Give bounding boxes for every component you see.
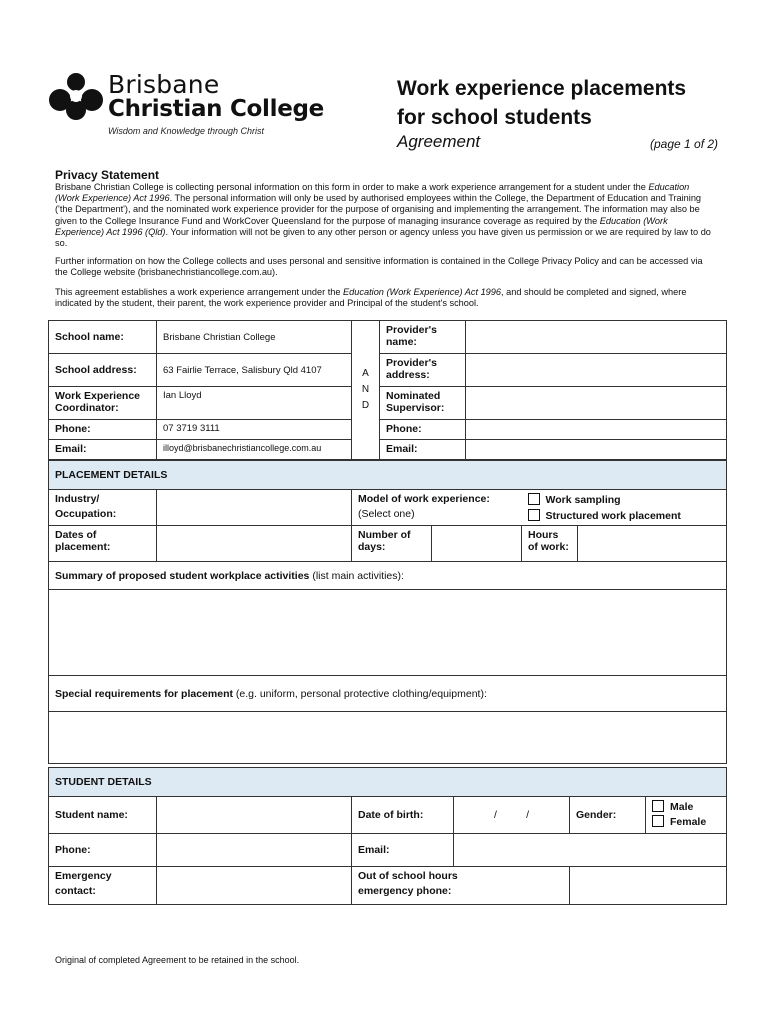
and-letter: N <box>361 384 370 395</box>
dob-field[interactable]: / / <box>454 797 570 834</box>
special-requirements-field[interactable] <box>49 712 727 764</box>
provider-address-field[interactable] <box>466 354 727 387</box>
model-label-cell <box>352 490 522 526</box>
work-sampling-checkbox[interactable] <box>528 493 540 505</box>
act-citation: Education (Work Experience) Act 1996 <box>343 287 502 297</box>
model-label: Model of work experience: <box>358 493 490 505</box>
school-provider-table <box>48 320 727 460</box>
summary-label-bold: Summary of proposed student workplace activities <box>55 569 310 582</box>
model-hint: (Select one) <box>358 508 415 520</box>
logo-name-line1: Brisbane <box>108 70 220 99</box>
industry-field[interactable] <box>157 490 352 526</box>
dates-label: Dates of placement: <box>49 526 157 562</box>
footer-note: Original of completed Agreement to be retained in the school. <box>55 955 300 965</box>
oos-phone-label <box>352 867 570 905</box>
gender-label: Gender: <box>570 797 646 834</box>
student-name-label: Student name: <box>49 797 157 834</box>
hours-label: Hours of work: <box>522 526 578 562</box>
placement-details-table <box>48 460 727 764</box>
school-address-value[interactable]: 63 Fairlie Terrace, Salisbury Qld 4107 <box>157 354 352 387</box>
provider-name-field[interactable] <box>466 321 727 354</box>
title-line2: for school students <box>397 106 592 129</box>
industry-label <box>49 490 157 526</box>
agreement-text: This agreement establishes a work experience arrangement under the <box>55 287 344 297</box>
privacy-paragraph-1 <box>55 182 715 249</box>
provider-address-label: Provider's address: <box>380 354 466 387</box>
provider-name-label: Provider's name: <box>380 321 466 354</box>
school-email-value[interactable]: illoyd@brisbanechristiancollege.com.au <box>157 440 352 460</box>
agreement-text: , and should be completed and signed, where indicated by the student, their parent, the work experience provider and Principal of the student's school. <box>55 287 687 309</box>
student-details-table <box>48 767 727 905</box>
logo-tagline: Wisdom and Knowledge through Christ <box>108 126 265 136</box>
gender-female-option[interactable] <box>652 815 720 828</box>
student-email-field[interactable] <box>454 834 727 867</box>
female-label: Female <box>670 816 707 828</box>
summary-label-rest: (list main activities): <box>309 569 404 582</box>
days-label: Number of days: <box>352 526 432 562</box>
model-options <box>522 490 727 526</box>
student-phone-field[interactable] <box>157 834 352 867</box>
school-name-label: School name: <box>49 321 157 354</box>
student-email-label: Email: <box>352 834 454 867</box>
special-label-rest: (e.g. uniform, personal protective clothing/equipment): <box>232 687 487 700</box>
page-indicator: (page 1 of 2) <box>650 137 719 151</box>
school-email-label: Email: <box>49 440 157 460</box>
emergency-contact-label <box>49 867 157 905</box>
placement-section-title: PLACEMENT DETAILS <box>49 461 727 490</box>
coordinator-label: Work Experience Coordinator: <box>49 387 157 420</box>
and-connector <box>352 321 380 460</box>
emergency-contact-field[interactable] <box>157 867 352 905</box>
privacy-heading: Privacy Statement <box>55 168 160 182</box>
option-structured-placement[interactable] <box>528 509 721 522</box>
student-section-title: STUDENT DETAILS <box>49 768 727 797</box>
act-citation: Education (Work Experience) Act 1996 <box>55 182 690 204</box>
school-phone-label: Phone: <box>49 420 157 440</box>
coordinator-value[interactable]: Ian Lloyd <box>157 387 352 420</box>
structured-placement-label: Structured work placement <box>545 510 681 522</box>
oos-label-line2: emergency phone: <box>358 885 452 897</box>
summary-field[interactable] <box>49 590 727 676</box>
emergency-label-line1: Emergency <box>55 870 112 882</box>
hours-field[interactable] <box>578 526 727 562</box>
page-title <box>397 74 737 132</box>
female-checkbox[interactable] <box>652 815 664 827</box>
days-field[interactable] <box>432 526 522 562</box>
supervisor-field[interactable] <box>466 387 727 420</box>
gender-options <box>646 797 727 834</box>
provider-phone-label: Phone: <box>380 420 466 440</box>
emergency-label-line2: contact: <box>55 885 96 897</box>
work-sampling-label: Work sampling <box>545 494 621 506</box>
and-letter: A <box>362 368 369 379</box>
privacy-text: Brisbane Christian College is collecting personal information on this form in order to make a work experience arrangement for a student under the <box>55 182 649 192</box>
provider-email-field[interactable] <box>466 440 727 460</box>
school-name-value[interactable]: Brisbane Christian College <box>157 321 352 354</box>
provider-phone-field[interactable] <box>466 420 727 440</box>
logo-name-line2: Christian College <box>108 96 324 122</box>
college-logo <box>48 72 106 122</box>
privacy-paragraph-3 <box>55 287 715 309</box>
provider-email-label: Email: <box>380 440 466 460</box>
male-checkbox[interactable] <box>652 800 664 812</box>
dob-label: Date of birth: <box>352 797 454 834</box>
school-phone-value[interactable]: 07 3719 3111 <box>157 420 352 440</box>
oos-label-line1: Out of school hours <box>358 870 458 882</box>
industry-label-line2: Occupation: <box>55 508 117 520</box>
special-requirements-label <box>49 676 727 712</box>
student-name-field[interactable] <box>157 797 352 834</box>
oos-phone-field[interactable] <box>570 867 727 905</box>
page-subtitle: Agreement <box>397 132 481 151</box>
structured-placement-checkbox[interactable] <box>528 509 540 521</box>
privacy-paragraph-2: Further information on how the College collects and uses personal and sensitive information is contained in the College Privacy Policy and can be accessed via the College website (brisbanechristiancollege.com.au). <box>55 256 703 278</box>
and-letter: D <box>361 400 370 411</box>
supervisor-label: Nominated Supervisor: <box>380 387 466 420</box>
student-phone-label: Phone: <box>49 834 157 867</box>
option-work-sampling[interactable] <box>528 493 721 506</box>
male-label: Male <box>670 801 694 813</box>
industry-label-line1: Industry/ <box>55 493 100 505</box>
summary-label <box>49 562 727 590</box>
title-line1: Work experience placements <box>397 77 687 100</box>
dates-field[interactable] <box>157 526 352 562</box>
special-label-bold: Special requirements for placement <box>55 687 233 700</box>
school-address-label: School address: <box>49 354 157 387</box>
privacy-text: . The personal information will only be used by authorised employees within the College, the Department of Education and Training ('the Department'), and the nominated work experience provider for the purpose of organising and implementing the arrangement. The information may also be given to the College Insurance Fund and WorkCover Queensland for the purpose of managing insurance coverage as required by the <box>55 193 702 226</box>
privacy-text: . Your information will not be given to any other person or agency unless you have given us permission or we are required by law to do so. <box>55 226 711 249</box>
gender-male-option[interactable] <box>652 800 720 813</box>
act-citation: Education (Work Experience) Act 1996 (Qld) <box>55 215 668 237</box>
